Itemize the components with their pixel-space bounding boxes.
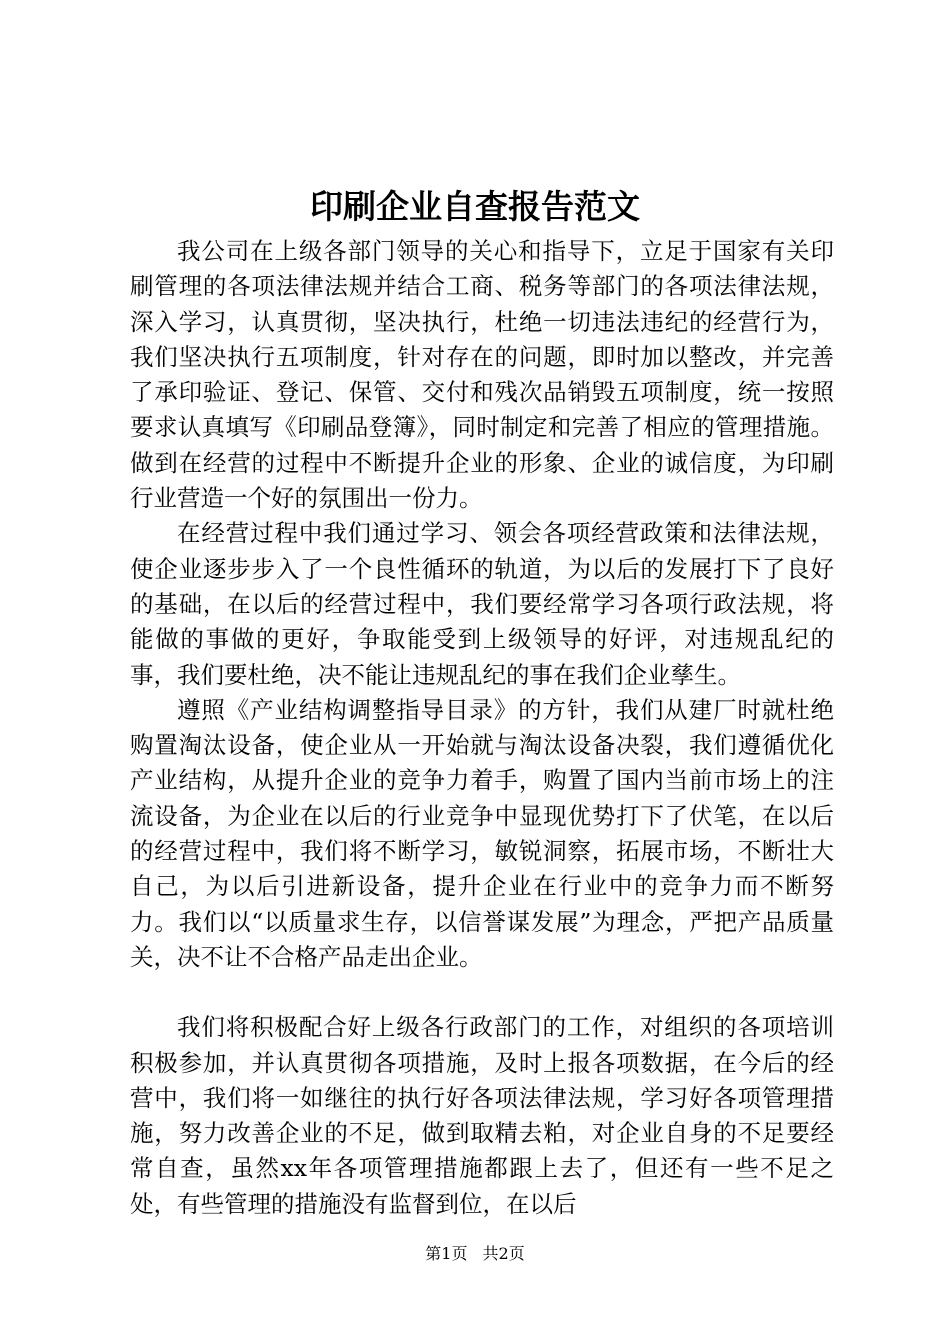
document-body bbox=[130, 234, 834, 1222]
paragraph-1: 我公司在上级各部门领导的关心和指导下，立足于国家有关印刷管理的各项法律法规并结合工商、税务等部门的各项法律法规，深入学习，认真贯彻，坚决执行，杜绝一切违法违纪的经营行为，我们坚决执行五项制度，针对存在的问题，即时加以整改，并完善了承印验证、登记、保管、交付和残次品销毁五项制度，统一按照要求认真填写《印刷品登簿》，同时制定和完善了相应的管理措施。做到在经营的过程中不断提升企业的形象、企业的诚信度，为印刷行业营造一个好的氛围出一份力。 bbox=[130, 237, 834, 513]
page-number: 第1页 bbox=[425, 1244, 468, 1263]
paragraph-4: 我们将积极配合好上级各行政部门的工作，对组织的各项培训积极参加，并认真贯彻各项措施，及时上报各项数据，在今后的经营中，我们将一如继往的执行好各项法律法规，学习好各项管理措施，努力改善企业的不足，做到取精去粕，对企业自身的不足要经常自查，虽然xx年各项管理措施都跟上去了，但还有一些不足之处，有些管理的措施没有监督到位，在以后 bbox=[130, 1013, 834, 1218]
paragraph-3: 遵照《产业结构调整指导目录》的方针，我们从建厂时就杜绝购置淘汰设备，使企业从一开始就与淘汰设备决裂，我们遵循优化产业结构，从提升企业的竞争力着手，购置了国内当前市场上的注流设备，为企业在以后的行业竞争中显现优势打下了伏笔，在以后的经营过程中，我们将不断学习，敏锐洞察，拓展市场，不断壮大自己，为以后引进新设备，提升企业在行业中的竞争力而不断努力。我们以“以质量求生存，以信誉谋发展”为理念，严把产品质量关，决不让不合格产品走出企业。 bbox=[130, 695, 834, 971]
page-total: 共2页 bbox=[482, 1244, 525, 1263]
page-footer bbox=[0, 1243, 950, 1265]
document-title: 印刷企业自查报告范文 bbox=[310, 187, 640, 226]
paragraph-2: 在经营过程中我们通过学习、领会各项经营政策和法律法规，使企业逐步步入了一个良性循环的轨道，为以后的发展打下了良好的基础，在以后的经营过程中，我们要经常学习各项行政法规，将能做的事做的更好，争取能受到上级领导的好评，对违规乱纪的事，我们要杜绝，决不能让违规乱纪的事在我们企业孳生。 bbox=[130, 519, 834, 689]
